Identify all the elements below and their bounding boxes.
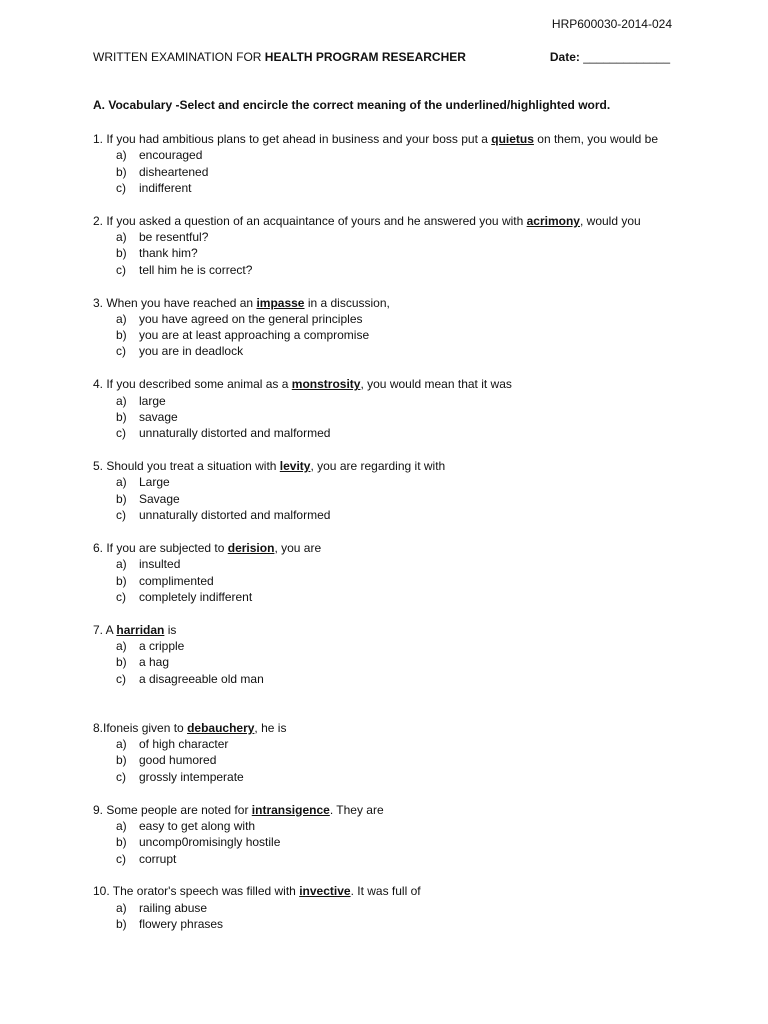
option-text: a cripple xyxy=(139,638,185,653)
option-text: insulted xyxy=(139,557,181,572)
question-prefix: 3. When you have reached an xyxy=(93,295,257,310)
option-letter: c) xyxy=(116,851,126,866)
option-letter: c) xyxy=(116,671,126,686)
question-suffix: in a discussion, xyxy=(304,295,390,310)
question-item xyxy=(93,540,673,605)
document-code: HRP600030-2014-024 xyxy=(551,17,672,31)
option-text: you have agreed on the general principles xyxy=(139,311,363,326)
option-letter: b) xyxy=(116,328,127,343)
option-letter: a) xyxy=(116,900,127,915)
answer-option[interactable] xyxy=(93,573,673,589)
option-letter: b) xyxy=(116,655,127,670)
question-suffix: , you are xyxy=(274,540,322,555)
option-text: corrupt xyxy=(139,851,177,866)
option-text: Savage xyxy=(139,491,180,506)
answer-option[interactable] xyxy=(93,393,673,409)
option-letter: b) xyxy=(116,917,127,932)
exam-title-position: HEALTH PROGRAM RESEARCHER xyxy=(264,50,466,64)
question-suffix: . They are xyxy=(329,802,384,817)
option-text: large xyxy=(139,393,166,408)
option-text: Large xyxy=(139,475,170,490)
option-letter: c) xyxy=(116,180,126,195)
date-field xyxy=(550,50,670,64)
answer-option[interactable] xyxy=(93,262,673,278)
option-text: easy to get along with xyxy=(139,818,256,833)
option-list xyxy=(93,638,673,687)
answer-option[interactable] xyxy=(93,834,673,850)
option-letter: b) xyxy=(116,491,127,506)
option-text: you are in deadlock xyxy=(139,344,244,359)
option-text: disheartened xyxy=(139,164,209,179)
question-item xyxy=(93,131,673,196)
option-list xyxy=(93,229,673,278)
option-list xyxy=(93,147,673,196)
option-text: complimented xyxy=(139,573,214,588)
question-text xyxy=(93,622,673,638)
option-list xyxy=(93,736,673,785)
question-suffix: , you would mean that it was xyxy=(360,377,512,392)
option-text: a hag xyxy=(139,655,170,670)
answer-option[interactable] xyxy=(93,343,673,359)
question-keyword: derision xyxy=(227,540,275,555)
question-keyword: intransigence xyxy=(251,802,330,817)
option-letter: c) xyxy=(116,769,126,784)
question-prefix: 8.Ifoneis given to xyxy=(93,720,188,735)
exam-title xyxy=(93,50,466,64)
question-prefix: 9. Some people are noted for xyxy=(93,802,252,817)
option-text: railing abuse xyxy=(139,900,208,915)
question-prefix: 10. The orator's speech was filled with xyxy=(93,884,300,899)
option-list xyxy=(93,311,673,360)
option-letter: a) xyxy=(116,475,127,490)
question-suffix: , would you xyxy=(579,213,641,228)
answer-option[interactable] xyxy=(93,409,673,425)
title-line xyxy=(93,50,670,64)
question-text xyxy=(93,213,673,229)
answer-option[interactable] xyxy=(93,851,673,867)
option-letter: c) xyxy=(116,426,126,441)
answer-option[interactable] xyxy=(93,229,673,245)
answer-option[interactable] xyxy=(93,654,673,670)
question-suffix: , you are regarding it with xyxy=(310,459,446,474)
option-text: indifferent xyxy=(139,180,192,195)
section-heading: A. Vocabulary -Select and encircle the correct meaning of the underlined/highlighted word. xyxy=(93,98,611,112)
option-list xyxy=(93,393,673,442)
question-text xyxy=(93,131,673,147)
option-text: encouraged xyxy=(139,148,203,163)
option-text: grossly intemperate xyxy=(139,769,244,784)
question-text xyxy=(93,376,673,392)
option-letter: b) xyxy=(116,835,127,850)
question-prefix: 7. A xyxy=(93,622,117,637)
answer-option[interactable] xyxy=(93,916,673,932)
option-text: savage xyxy=(139,409,178,424)
question-prefix: 2. If you asked a question of an acquaintance of yours and he answered you with xyxy=(93,213,527,228)
option-list xyxy=(93,818,673,867)
answer-option[interactable] xyxy=(93,556,673,572)
option-letter: b) xyxy=(116,164,127,179)
answer-option[interactable] xyxy=(93,818,673,834)
question-text xyxy=(93,540,673,556)
question-suffix: , he is xyxy=(254,720,287,735)
option-text: uncomp0romisingly hostile xyxy=(139,835,281,850)
question-text xyxy=(93,295,673,311)
answer-option[interactable] xyxy=(93,147,673,163)
question-text xyxy=(93,802,673,818)
answer-option[interactable] xyxy=(93,507,673,523)
date-blank: _____________ xyxy=(583,50,670,64)
option-text: of high character xyxy=(139,737,229,752)
option-text: unnaturally distorted and malformed xyxy=(139,508,331,523)
answer-option[interactable] xyxy=(93,736,673,752)
option-text: unnaturally distorted and malformed xyxy=(139,426,331,441)
option-letter: c) xyxy=(116,262,126,277)
question-prefix: 5. Should you treat a situation with xyxy=(93,459,280,474)
answer-option[interactable] xyxy=(93,180,673,196)
option-text: thank him? xyxy=(139,246,198,261)
question-item xyxy=(93,622,673,687)
answer-option[interactable] xyxy=(93,589,673,605)
option-letter: a) xyxy=(116,557,127,572)
answer-option[interactable] xyxy=(93,752,673,768)
option-letter: a) xyxy=(116,148,127,163)
question-keyword: harridan xyxy=(116,622,165,637)
question-prefix: 1. If you had ambitious plans to get ahead in business and your boss put a xyxy=(93,132,492,146)
question-keyword: monstrosity xyxy=(291,377,361,392)
option-letter: b) xyxy=(116,753,127,768)
question-suffix: on them, you would be xyxy=(533,132,659,146)
question-prefix: 4. If you described some animal as a xyxy=(93,377,292,392)
date-label: Date: xyxy=(549,50,584,64)
option-list xyxy=(93,900,673,933)
option-text: a disagreeable old man xyxy=(139,671,264,686)
option-letter: a) xyxy=(116,393,127,408)
answer-option[interactable] xyxy=(93,327,673,343)
question-item xyxy=(93,720,673,785)
option-letter: a) xyxy=(116,818,127,833)
option-text: flowery phrases xyxy=(139,917,224,932)
question-item xyxy=(93,802,673,867)
option-text: you are at least approaching a compromise xyxy=(139,328,370,343)
question-keyword: levity xyxy=(279,459,311,474)
question-suffix: is xyxy=(164,622,177,637)
question-text xyxy=(93,720,673,736)
question-keyword: impasse xyxy=(256,295,305,310)
option-text: be resentful? xyxy=(139,230,209,245)
question-item xyxy=(93,376,673,441)
answer-option[interactable] xyxy=(93,474,673,490)
option-letter: a) xyxy=(116,230,127,245)
answer-option[interactable] xyxy=(93,491,673,507)
exam-title-prefix: WRITTEN EXAMINATION FOR xyxy=(93,50,265,64)
question-item xyxy=(93,883,673,932)
question-list xyxy=(93,131,673,949)
option-list xyxy=(93,474,673,523)
option-text: completely indifferent xyxy=(139,589,253,604)
question-text xyxy=(93,458,673,474)
answer-option[interactable] xyxy=(93,769,673,785)
answer-option[interactable] xyxy=(93,164,673,180)
question-keyword: quietus xyxy=(491,132,534,146)
option-letter: a) xyxy=(116,311,127,326)
question-item xyxy=(93,458,673,523)
question-keyword: invective xyxy=(299,884,351,899)
answer-option[interactable] xyxy=(93,245,673,261)
answer-option[interactable] xyxy=(93,425,673,441)
option-letter: b) xyxy=(116,409,127,424)
question-text xyxy=(93,883,673,899)
question-suffix: . It was full of xyxy=(350,884,421,899)
option-list xyxy=(93,556,673,605)
option-letter: a) xyxy=(116,638,127,653)
answer-option[interactable] xyxy=(93,311,673,327)
question-item xyxy=(93,213,673,278)
option-text: good humored xyxy=(139,753,217,768)
question-keyword: acrimony xyxy=(526,213,580,228)
question-item xyxy=(93,295,673,360)
option-letter: c) xyxy=(116,508,126,523)
option-letter: c) xyxy=(116,589,126,604)
answer-option[interactable] xyxy=(93,671,673,687)
option-letter: b) xyxy=(116,246,127,261)
option-letter: c) xyxy=(116,344,126,359)
question-prefix: 6. If you are subjected to xyxy=(93,540,228,555)
question-keyword: debauchery xyxy=(187,720,255,735)
option-letter: b) xyxy=(116,573,127,588)
option-letter: a) xyxy=(116,737,127,752)
answer-option[interactable] xyxy=(93,900,673,916)
answer-option[interactable] xyxy=(93,638,673,654)
option-text: tell him he is correct? xyxy=(139,262,253,277)
